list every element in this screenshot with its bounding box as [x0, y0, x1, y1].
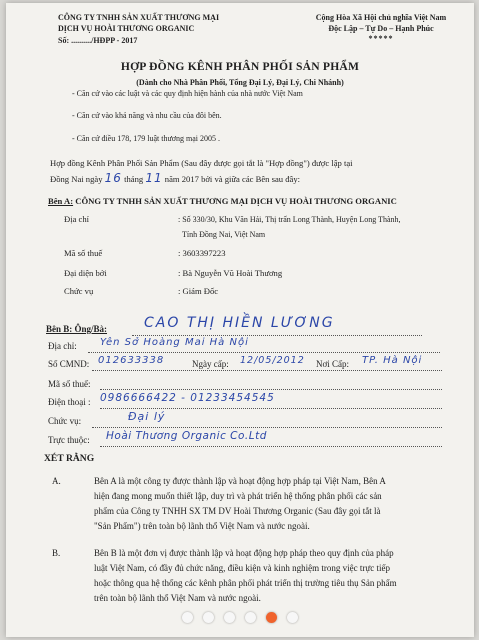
legal-basis-item: - Căn cứ vào khả năng và nhu cầu của đôi bên.	[72, 111, 222, 120]
party-b-phone-label: Điện thoại :	[48, 397, 91, 407]
handwritten-organization: Hoài Thương Organic Co.Ltd	[106, 430, 267, 442]
party-a-rep-value: : Bà Nguyễn Vũ Hoài Thương	[178, 268, 283, 278]
handwritten-id-number: 012633338	[98, 355, 165, 366]
company-name-line1: CÔNG TY TNHH SẢN XUẤT THƯƠNG MẠI	[58, 13, 220, 22]
party-b-tax-label: Mã số thuế:	[48, 379, 91, 389]
handwritten-issue-place: TP. Hà Nội	[362, 355, 423, 366]
pager-dot-1[interactable]	[182, 612, 193, 623]
contract-subtitle: (Dành cho Nhà Phân Phối, Tổng Đại Lý, Đại Lý, Chi Nhánh)	[136, 78, 344, 87]
phone-dotted-line	[100, 408, 442, 409]
clause-b-line: Bên B là một đơn vị được thành lập và hoạt động hợp pháp theo quy định của pháp	[94, 548, 394, 558]
whereas-heading: XÉT RẰNG	[44, 453, 95, 464]
party-a-address-line1: : Số 330/30, Khu Văn Hải, Thị trấn Long Thành, Huyện Long Thành,	[178, 215, 401, 224]
handwritten-phone: 0986666422 - 01233454545	[100, 392, 275, 404]
handwritten-position: Đại lý	[128, 410, 166, 423]
party-b-org-label: Trực thuộc:	[48, 435, 90, 445]
republic-name: Cộng Hòa Xã Hội chủ nghĩa Việt Nam	[315, 13, 447, 22]
party-a-heading: Bên A: CÔNG TY TNHH SẢN XUẤT THƯƠNG MẠI DỊCH VỤ HOÀI THƯƠNG ORGANIC	[48, 196, 397, 206]
clause-a-line: "Sản Phẩm") trên toàn bộ lãnh thổ Việt Nam và nước ngoài.	[94, 521, 310, 531]
party-b-issue-date-label: Ngày cấp:	[192, 359, 229, 369]
party-a-position-label: Chức vụ	[64, 286, 94, 296]
clause-a-line: phẩm của Công ty TNHH SX TM DV Hoài Thương Organic (Sau đây gọi tắt là	[94, 506, 381, 516]
pager-dot-4[interactable]	[245, 612, 256, 623]
national-motto: Độc Lập – Tự Do – Hạnh Phúc	[328, 24, 434, 33]
legal-basis-item: - Căn cứ điều 178, 179 luật thương mại 2005 .	[72, 134, 220, 143]
legal-basis-item: - Căn cứ vào các luật và các quy định hiện hành của nhà nước Việt Nam	[72, 89, 303, 98]
handwritten-day: 16	[104, 171, 122, 185]
clause-a-label: A.	[52, 476, 61, 486]
clause-b-line: hoặc thông qua hệ thống các kênh phân phối phát triển thị trường tiêu thụ Sản phẩm	[94, 578, 397, 588]
company-name-line2: DỊCH VỤ HOÀI THƯƠNG ORGANIC	[58, 24, 195, 33]
contract-title: HỢP ĐỒNG KÊNH PHÂN PHỐI SẢN PHẨM	[120, 60, 360, 73]
party-a-tax-label: Mã số thuế	[64, 248, 103, 258]
pager-dot-2[interactable]	[203, 612, 214, 623]
document-number: Số: ........../HĐPP - 2017	[58, 36, 138, 45]
pager-dot-3[interactable]	[224, 612, 235, 623]
tax-dotted-line	[100, 389, 442, 390]
motto-stars: *****	[368, 34, 394, 43]
address-dotted-line	[88, 352, 440, 353]
pager-dot-5[interactable]	[266, 612, 277, 623]
clause-a-line: Bên A là một công ty được thành lập và hoạt động hợp pháp tại Việt Nam, Bên A	[94, 476, 386, 486]
organization-dotted-line	[100, 446, 442, 447]
clause-b-label: B.	[52, 548, 61, 558]
handwritten-name: CAO THỊ HIỀN LƯƠNG	[144, 315, 335, 331]
clause-b-line: luật Việt Nam, có đầy đủ chức năng, điều kiện và kinh nghiệm trong việc trực tiếp	[94, 563, 390, 573]
clause-b-line: trên toàn bộ lãnh thổ Việt Nam và nước ngoài.	[94, 593, 261, 603]
name-dotted-line	[132, 335, 422, 336]
party-a-position-value: : Giám Đốc	[178, 286, 219, 296]
party-b-id-label: Số CMND:	[48, 359, 90, 369]
pager-dot-6[interactable]	[287, 612, 298, 623]
id-dotted-line	[92, 370, 442, 371]
party-b-address-label: Địa chỉ:	[48, 341, 77, 351]
document-page	[6, 3, 474, 637]
party-a-tax-value: : 3603397223	[178, 248, 226, 258]
intro-line2: Đồng Nai ngày 16 tháng 11 năm 2017 bởi và giữa các Bên sau đây:	[50, 171, 301, 185]
handwritten-issue-date: 12/05/2012	[240, 355, 305, 366]
handwritten-month: 11	[145, 171, 163, 185]
party-b-heading: Bên B: Ông/Bà:	[46, 324, 108, 334]
party-a-rep-label: Đại diện bởi	[64, 268, 107, 278]
party-b-issue-place-label: Nơi Cấp:	[316, 359, 350, 369]
handwritten-address: Yên Sở Hoàng Mai Hà Nội	[100, 337, 249, 348]
party-a-address-line2: Tỉnh Đồng Nai, Việt Nam	[182, 230, 266, 239]
intro-line1: Hợp đồng Kênh Phân Phối Sản Phẩm (Sau đây được gọi tắt là "Hợp đồng") được lập tại	[50, 158, 353, 168]
party-b-position-label: Chức vụ:	[48, 416, 82, 426]
image-pager	[0, 608, 479, 626]
clause-a-line: hiện đang mong muốn thiết lập, duy trì và phát triển hệ thống phân phối các sản	[94, 491, 382, 501]
party-a-address-label: Địa chỉ	[64, 214, 90, 224]
position-dotted-line	[92, 427, 442, 428]
